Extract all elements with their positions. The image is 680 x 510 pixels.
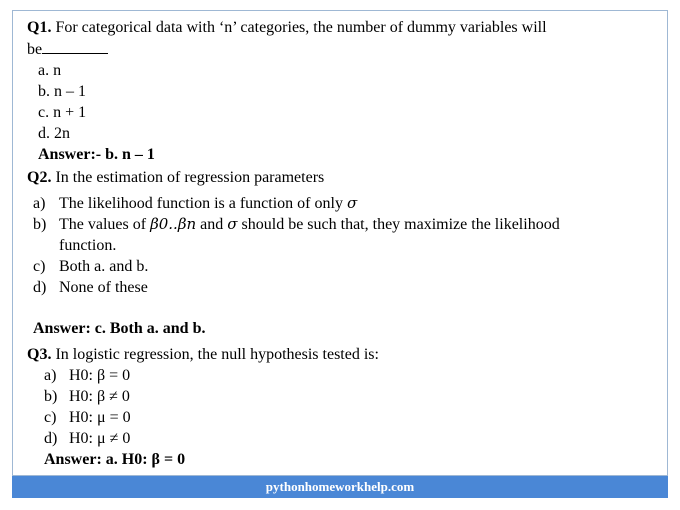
q2-option-d-text: None of these xyxy=(59,279,148,296)
q2-option-b-cont: function. xyxy=(59,237,117,254)
q3-option-c-text: H0: μ = 0 xyxy=(69,409,131,426)
q1-question xyxy=(27,17,647,38)
quiz-content xyxy=(27,17,647,470)
footer-url[interactable]: pythonhomeworkhelp.com xyxy=(265,479,415,494)
q2-option-a xyxy=(27,193,647,214)
q3-number: Q3. xyxy=(27,346,52,363)
q2-option-a-text: The likelihood function is a function of only xyxy=(59,195,347,212)
q2-number: Q2. xyxy=(27,169,52,186)
q3-option-b-label: b) xyxy=(44,388,58,405)
q1-option-c: c. n + 1 xyxy=(38,104,87,121)
q1-blank xyxy=(42,38,108,54)
q1-question-cont xyxy=(27,38,647,60)
beta-range-symbol: β0..βn xyxy=(150,215,197,233)
q2-answer: Answer: c. Both a. and b. xyxy=(33,320,206,337)
q3-options xyxy=(27,365,647,449)
sigma-symbol: σ xyxy=(227,215,238,233)
q1-option-d: d. 2n xyxy=(38,125,70,142)
q1-option-b: b. n – 1 xyxy=(38,83,86,100)
q2-option-b xyxy=(27,214,647,256)
q3-option-a xyxy=(27,365,647,386)
q1-option-a: a. n xyxy=(38,62,62,79)
q2-question xyxy=(27,167,647,188)
q3-option-b-text: H0: β ≠ 0 xyxy=(69,388,130,405)
q2-option-b-mid: and xyxy=(196,216,228,233)
q3-question xyxy=(27,344,647,365)
q1-options xyxy=(38,60,647,165)
q2-option-d xyxy=(27,277,647,298)
q2-option-b-label: b) xyxy=(33,216,47,233)
q3-text: In logistic regression, the null hypothesis tested is: xyxy=(55,346,379,363)
q2-option-b-post: should be such that, they maximize the likelihood xyxy=(237,216,560,233)
q1-number: Q1. xyxy=(27,19,52,36)
q2-option-d-label: d) xyxy=(33,279,47,296)
q3-answer: Answer: a. H0: β = 0 xyxy=(44,451,186,468)
q3-option-b xyxy=(27,386,647,407)
q3-option-d xyxy=(27,428,647,449)
q3-option-a-label: a) xyxy=(44,367,57,384)
q3-option-d-label: d) xyxy=(44,430,58,447)
q3-option-a-text: H0: β = 0 xyxy=(69,367,131,384)
q1-answer: Answer:- b. n – 1 xyxy=(38,146,155,163)
q1-text: For categorical data with ‘n’ categories, the number of dummy variables will xyxy=(55,19,547,36)
q2-option-b-text: The values of xyxy=(59,216,151,233)
q3-option-c xyxy=(27,407,647,428)
sigma-symbol: σ xyxy=(346,194,358,212)
footer-banner xyxy=(12,476,668,498)
q2-option-c xyxy=(27,256,647,277)
q2-option-c-text: Both a. and b. xyxy=(59,258,149,275)
q3-option-d-text: H0: μ ≠ 0 xyxy=(69,430,131,447)
q1-text-cont: be xyxy=(27,41,43,58)
q3-option-c-label: c) xyxy=(44,409,57,426)
q2-options xyxy=(27,193,647,298)
q2-option-a-label: a) xyxy=(33,195,46,212)
q2-option-c-label: c) xyxy=(33,258,46,275)
q2-text: In the estimation of regression parameters xyxy=(55,169,325,186)
